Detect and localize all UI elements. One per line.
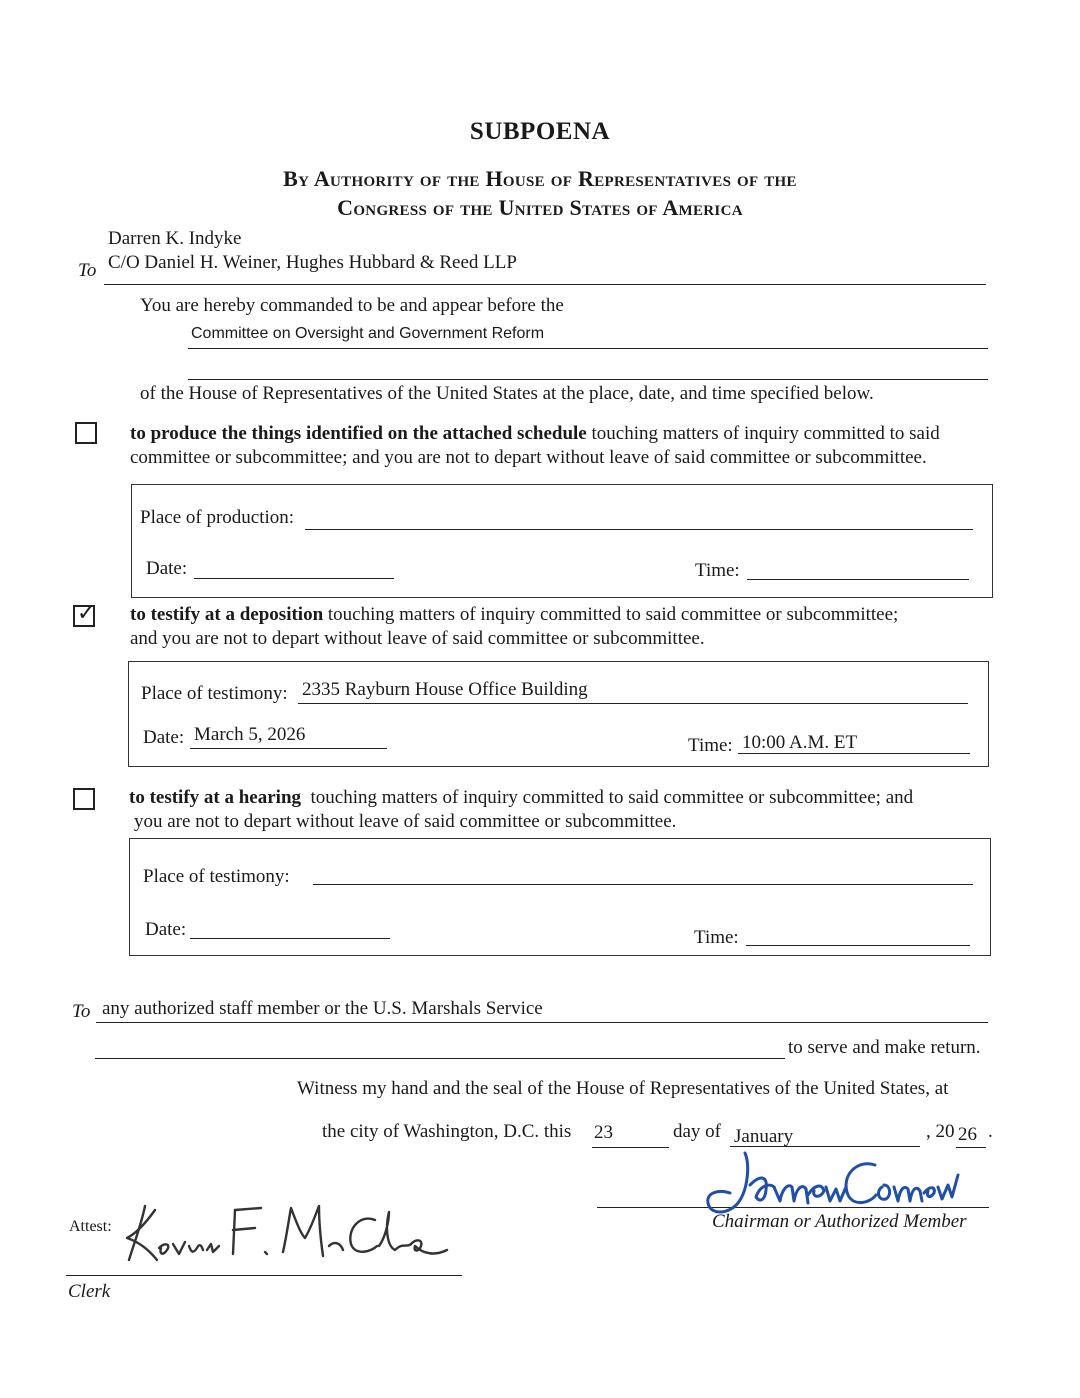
deposition-place-label: Place of testimony: <box>141 683 288 704</box>
deposition-text-line1 <box>130 604 898 626</box>
witness-month: January <box>734 1126 794 1147</box>
hearing-text-line1 <box>129 787 913 809</box>
committee-underline <box>188 348 988 349</box>
hearing-place-line[interactable] <box>313 884 973 885</box>
production-text-line2: committee or subcommittee; and you are not to depart without leave of said committee or subcommittee. <box>130 447 927 468</box>
deposition-date-label: Date: <box>143 727 185 748</box>
service-underline <box>96 1022 988 1023</box>
production-place-line[interactable] <box>305 529 973 530</box>
hearing-place-label: Place of testimony: <box>143 866 290 887</box>
service-server: any authorized staff member or the U.S. Marshals Service <box>102 998 543 1019</box>
production-checkbox[interactable] <box>75 422 97 444</box>
production-date-line[interactable] <box>194 578 394 579</box>
deposition-date-line[interactable] <box>190 748 387 749</box>
witness-day-line <box>592 1147 669 1148</box>
witness-period: . <box>988 1121 993 1142</box>
deposition-box <box>128 661 989 767</box>
recipient-underline <box>104 284 986 285</box>
witness-year-prefix: , 20 <box>926 1121 955 1142</box>
production-bold: to produce the things identified on the attached schedule <box>130 423 587 444</box>
hearing-text-line2: you are not to depart without leave of said committee or subcommittee. <box>134 811 677 832</box>
witness-day: 23 <box>594 1122 613 1143</box>
document-title: SUBPOENA <box>469 118 611 145</box>
deposition-checkbox[interactable] <box>73 601 96 627</box>
witness-year-line <box>956 1147 986 1148</box>
hearing-bold: to testify at a hearing <box>129 787 302 808</box>
witness-day-of: day of <box>673 1121 722 1142</box>
hearing-date-label: Date: <box>145 919 187 940</box>
clerk-signature-line <box>66 1275 462 1276</box>
service-underline-2 <box>95 1058 785 1059</box>
deposition-bold: to testify at a deposition <box>130 604 324 625</box>
authority-line-2: Congress of the United States of America <box>337 195 743 220</box>
attest-label: Attest: <box>69 1218 112 1235</box>
production-box <box>131 484 993 598</box>
deposition-time-value: 10:00 A.M. ET <box>742 732 858 753</box>
recipient-care-of: C/O Daniel H. Weiner, Hughes Hubbard & Reed LLP <box>108 252 517 273</box>
command-intro: You are hereby commanded to be and appear before the <box>140 295 564 316</box>
command-closing: of the House of Representatives of the United States at the place, date, and time specified below. <box>140 383 874 404</box>
hearing-checkbox[interactable] <box>73 788 95 810</box>
authority-line-1: By Authority of the House of Representatives of the <box>283 166 797 191</box>
subcommittee-underline <box>188 379 988 380</box>
witness-year-suffix: 26 <box>958 1124 977 1145</box>
hearing-time-label: Time: <box>694 927 739 948</box>
production-date-label: Date: <box>146 558 188 579</box>
deposition-time-label: Time: <box>688 735 733 756</box>
to-label: To <box>78 260 97 281</box>
deposition-place-line[interactable] <box>298 703 968 704</box>
hearing-date-line[interactable] <box>190 938 390 939</box>
check-mark-icon: ✓ <box>77 601 96 626</box>
committee-name: Committee on Oversight and Government Reform <box>191 325 545 342</box>
production-time-line[interactable] <box>747 579 969 580</box>
production-place-label: Place of production: <box>140 507 295 528</box>
recipient-name: Darren K. Indyke <box>108 228 242 249</box>
production-text1: touching matters of inquiry committed to said <box>586 423 940 444</box>
hearing-text1: touching matters of inquiry committed to said committee or subcommittee; and <box>301 787 914 808</box>
witness-line1: Witness my hand and the seal of the House of Representatives of the United States, at <box>297 1078 949 1099</box>
production-text-line1 <box>130 423 940 445</box>
deposition-text1: touching matters of inquiry committed to said committee or subcommittee; <box>323 604 899 625</box>
deposition-time-line[interactable] <box>738 753 970 754</box>
hearing-time-line[interactable] <box>746 945 970 946</box>
clerk-label: Clerk <box>68 1281 111 1302</box>
clerk-signature-icon <box>115 1198 460 1273</box>
service-to-label: To <box>72 1001 91 1022</box>
deposition-date-value: March 5, 2026 <box>194 724 306 745</box>
chairman-label: Chairman or Authorized Member <box>712 1211 967 1232</box>
production-time-label: Time: <box>695 560 740 581</box>
deposition-place-value: 2335 Rayburn House Office Building <box>302 679 588 700</box>
witness-city: the city of Washington, D.C. this <box>322 1121 572 1142</box>
deposition-text-line2: and you are not to depart without leave of said committee or subcommittee. <box>130 628 705 649</box>
service-suffix: to serve and make return. <box>788 1037 981 1058</box>
